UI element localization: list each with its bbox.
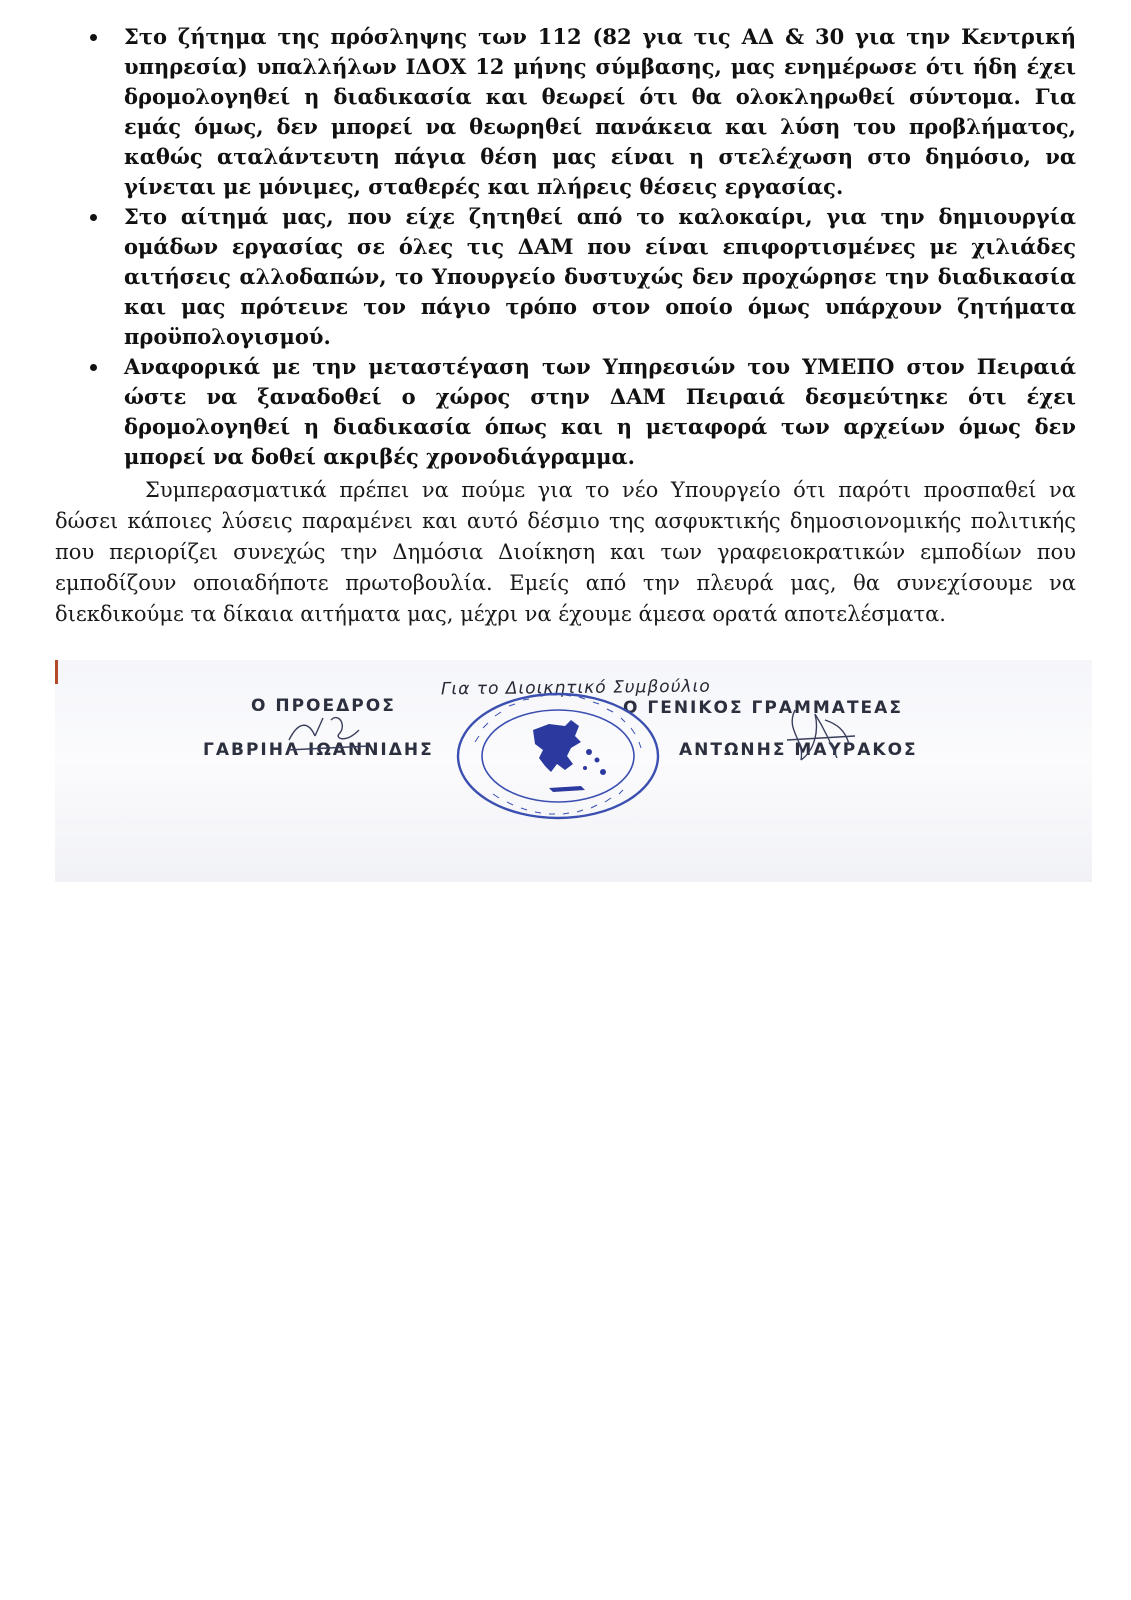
bullet-item (76, 22, 1076, 202)
bullet-list (76, 22, 1076, 472)
bullet-text: Στο αίτημά μας, που είχε ζητηθεί από το καλοκαίρι, για την δημιουργία ομάδων εργασίας σε όλες τις ΔΑΜ που είναι επιφορτισμένες με χιλιάδες αιτήσεις αλλοδαπών, το Υπουργείο δυστυχώς δεν προχώρησε την διαδικασία και μας πρότεινε τον πάγιο τρόπο στον οποίο όμως υπάρχουν ζητήματα προϋπολογισμού. (124, 204, 1076, 349)
organization-seal (453, 690, 663, 822)
bullet-text: Στο ζήτημα της πρόσληψης των 112 (82 για τις ΑΔ & 30 για την Κεντρική υπηρεσία) υπαλλήλων ΙΔΟΧ 12 μήνης σύμβασης, μας ενημέρωσε ότι ήδη έχει δρομολογηθεί η διαδικασία και θεωρεί ότι θα ολοκληρωθεί σύντομα. Για εμάς όμως, δεν μπορεί να θεωρηθεί πανάκεια και λύση του προβλήματος, καθώς αταλάντευτη πάγια θέση μας είναι η στελέχωση στο δημόσιο, να γίνεται με μόνιμες, σταθερές και πλήρεις θέσεις εργασίας. (124, 24, 1076, 199)
greece-map-icon (533, 720, 606, 792)
secretary-name: ΑΝΤΩΝΗΣ ΜΑΥΡΑΚΟΣ (679, 740, 918, 760)
signature-block (55, 660, 1092, 882)
president-signature (279, 700, 399, 760)
bullet-icon (90, 214, 97, 221)
bullet-text: Αναφορικά με την μεταστέγαση των Υπηρεσιών του ΥΜΕΠΟ στον Πειραιά ώστε να ξαναδοθεί ο χώρος στην ΔΑΜ Πειραιά δεσμεύτηκε ότι έχει δρομολογηθεί η διαδικασία όπως και η μεταφορά των αρχείων όμως δεν μπορεί να δοθεί ακριβές χρονοδιάγραμμα. (124, 354, 1076, 469)
board-line: Για το Διοικητικό Συμβούλιο (440, 676, 711, 700)
scan-edge-mark (55, 660, 58, 684)
bullet-icon (90, 364, 97, 371)
bullet-item (76, 202, 1076, 352)
bullet-item (76, 352, 1076, 472)
secretary-title: Ο ΓΕΝΙΚΟΣ ΓΡΑΜΜΑΤΕΑΣ (623, 698, 903, 718)
president-name: ΓΑΒΡΙΗΛ ΙΩΑΝΝΙΔΗΣ (203, 740, 434, 760)
president-title: Ο ΠΡΟΕΔΡΟΣ (251, 696, 396, 716)
secretary-signature (775, 700, 865, 772)
bullet-icon (90, 34, 97, 41)
conclusion-paragraph: Συμπερασματικά πρέπει να πούμε για το νέο Υπουργείο ότι παρότι προσπαθεί να δώσει κάποιες λύσεις παραμένει και αυτό δέσμιο της ασφυκτικής δημοσιονομικής πολιτικής που περιορίζει συνεχώς την Δημόσια Διοίκηση και των γραφειοκρατικών εμποδίων που εμποδίζουν οποιαδήποτε πρωτοβουλία. Εμείς από την πλευρά μας, θα συνεχίσουμε να διεκδικούμε τα δίκαια αιτήματα μας, μέχρι να έχουμε άμεσα ορατά αποτελέσματα. (55, 478, 1076, 626)
